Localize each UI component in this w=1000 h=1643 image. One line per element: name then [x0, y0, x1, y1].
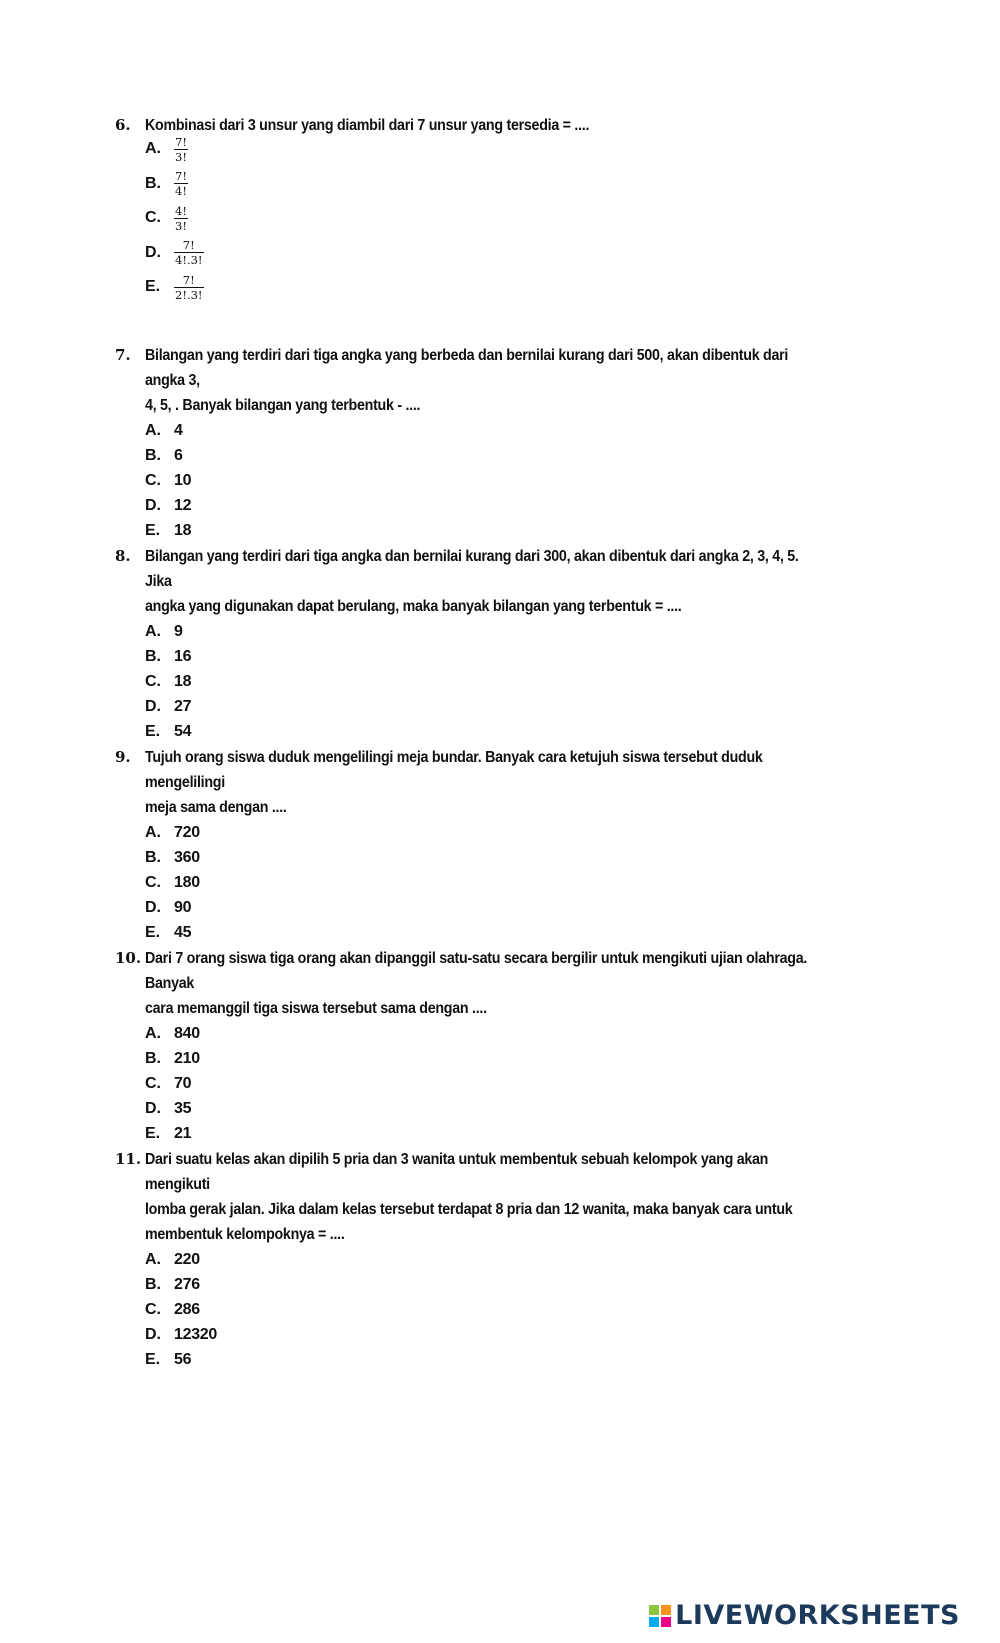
option-label: D.	[145, 1325, 161, 1343]
option-value: 70	[174, 1074, 192, 1092]
option-label: C.	[145, 873, 161, 891]
question-8	[115, 544, 885, 744]
option-e[interactable]	[145, 1347, 885, 1372]
question-9	[115, 745, 885, 945]
option-label: B.	[145, 647, 161, 665]
fraction: $\frac{7!}{4!}$	[175, 169, 187, 199]
option-label: E.	[145, 1350, 161, 1368]
option-value: 35	[174, 1099, 192, 1117]
option-e[interactable]	[145, 270, 885, 305]
option-label: A.	[145, 1024, 161, 1042]
option-value: 720	[174, 823, 200, 841]
option-a[interactable]	[145, 1021, 885, 1046]
question-number: 10.	[115, 949, 142, 967]
option-value: 16	[174, 647, 192, 665]
question-11	[115, 1147, 885, 1372]
liveworksheets-logo	[649, 1600, 960, 1631]
option-label: A.	[145, 823, 161, 841]
option-label: E.	[145, 722, 161, 740]
option-value: 276	[174, 1275, 200, 1293]
option-label: D.	[145, 697, 161, 715]
option-value: 18	[174, 672, 192, 690]
option-label: B.	[145, 1275, 161, 1293]
option-label: E.	[145, 923, 161, 941]
option-label: E.	[145, 1124, 161, 1142]
question-text: Bilangan yang terdiri dari tiga angka dan bernilai kurang dari 300, akan dibentuk dari angka 2, 3, 4, 5. Jika angka yang digunakan dapat berulang, maka banyak bilangan yang terbentuk = ....	[145, 548, 799, 615]
question-7	[115, 343, 885, 543]
option-label: B.	[145, 446, 161, 464]
question-text: Tujuh orang siswa duduk mengelilingi meja bundar. Banyak cara ketujuh siswa tersebut duduk mengelilingi meja sama dengan ....	[145, 749, 763, 816]
logo-text: LIVEWORKSHEETS	[675, 1600, 960, 1631]
option-value: 21	[174, 1124, 192, 1142]
option-e[interactable]	[145, 920, 885, 945]
option-c[interactable]	[145, 201, 885, 236]
option-c[interactable]	[145, 669, 885, 694]
option-value: 286	[174, 1300, 200, 1318]
option-label: D.	[145, 243, 161, 261]
option-d[interactable]	[145, 895, 885, 920]
option-value: 6	[174, 446, 183, 464]
option-b[interactable]	[145, 443, 885, 468]
option-label: C.	[145, 1074, 161, 1092]
logo-square-4	[661, 1617, 671, 1627]
option-label: C.	[145, 471, 161, 489]
question-6	[115, 113, 885, 305]
option-b[interactable]	[145, 167, 885, 202]
option-d[interactable]	[145, 1096, 885, 1121]
option-label: D.	[145, 898, 161, 916]
option-d[interactable]	[145, 694, 885, 719]
option-b[interactable]	[145, 1046, 885, 1071]
fraction: $\frac{7!}{2!.3!}$	[175, 272, 203, 302]
option-label: A.	[145, 622, 161, 640]
option-value: 90	[174, 898, 192, 916]
option-label: B.	[145, 1049, 161, 1067]
question-10	[115, 946, 885, 1146]
option-c[interactable]	[145, 870, 885, 895]
option-value: 9	[174, 622, 183, 640]
option-value: 12320	[174, 1325, 217, 1343]
option-value: 360	[174, 848, 200, 866]
option-b[interactable]	[145, 1272, 885, 1297]
option-label: D.	[145, 496, 161, 514]
option-value: 18	[174, 521, 192, 539]
option-c[interactable]	[145, 468, 885, 493]
option-value: 56	[174, 1350, 192, 1368]
option-label: C.	[145, 672, 161, 690]
option-value: 220	[174, 1250, 200, 1268]
fraction: $\frac{4!}{3!}$	[175, 203, 187, 233]
option-b[interactable]	[145, 644, 885, 669]
option-label: A.	[145, 140, 161, 158]
question-text: Bilangan yang terdiri dari tiga angka yang berbeda dan bernilai kurang dari 500, akan dibentuk dari angka 3, 4, 5, . Banyak bilangan yang terbentuk - ....	[145, 347, 789, 414]
option-value: 180	[174, 873, 200, 891]
option-value: 27	[174, 697, 192, 715]
option-label: A.	[145, 421, 161, 439]
option-a[interactable]	[145, 820, 885, 845]
option-b[interactable]	[145, 845, 885, 870]
option-e[interactable]	[145, 518, 885, 543]
option-d[interactable]	[145, 493, 885, 518]
logo-square-2	[661, 1605, 671, 1615]
option-value: 54	[174, 722, 192, 740]
question-text: Kombinasi dari 3 unsur yang diambil dari 7 unsur yang tersedia = ....	[145, 117, 590, 134]
question-number: 9.	[115, 748, 131, 766]
option-value: 12	[174, 496, 192, 514]
question-text: Dari suatu kelas akan dipilih 5 pria dan 3 wanita untuk membentuk sebuah kelompok yang akan mengikuti lomba gerak jalan. Jika dalam kelas tersebut terdapat 8 pria dan 12 wanita, maka banyak cara untuk membentuk kelompoknya = ....	[145, 1151, 793, 1243]
logo-square-1	[649, 1605, 659, 1615]
option-label: E.	[145, 521, 161, 539]
question-number: 11.	[115, 1150, 142, 1168]
option-value: 840	[174, 1024, 200, 1042]
option-d[interactable]	[145, 236, 885, 271]
option-value: 45	[174, 923, 192, 941]
logo-square-3	[649, 1617, 659, 1627]
option-a[interactable]	[145, 1247, 885, 1272]
option-c[interactable]	[145, 1297, 885, 1322]
option-label: B.	[145, 174, 161, 192]
fraction: $\frac{7!}{3!}$	[175, 134, 187, 164]
option-label: B.	[145, 848, 161, 866]
option-e[interactable]	[145, 719, 885, 744]
option-value: 4	[174, 421, 183, 439]
option-d[interactable]	[145, 1322, 885, 1347]
option-a[interactable]	[145, 619, 885, 644]
option-label: D.	[145, 1099, 161, 1117]
option-label: C.	[145, 209, 161, 227]
question-number: 7.	[115, 346, 131, 364]
option-e[interactable]	[145, 1121, 885, 1146]
option-label: C.	[145, 1300, 161, 1318]
question-number: 8.	[115, 547, 131, 565]
option-value: 10	[174, 471, 192, 489]
option-c[interactable]	[145, 1071, 885, 1096]
option-label: E.	[145, 278, 161, 296]
option-value: 210	[174, 1049, 200, 1067]
logo-mark-icon	[649, 1605, 671, 1627]
fraction: $\frac{7!}{4!.3!}$	[175, 238, 203, 268]
option-label: A.	[145, 1250, 161, 1268]
question-text: Dari 7 orang siswa tiga orang akan dipanggil satu-satu secara bergilir untuk mengikuti ujian olahraga. Banyak cara memanggil tiga siswa tersebut sama dengan ....	[145, 950, 808, 1017]
question-number: 6.	[115, 116, 131, 134]
option-a[interactable]	[145, 418, 885, 443]
